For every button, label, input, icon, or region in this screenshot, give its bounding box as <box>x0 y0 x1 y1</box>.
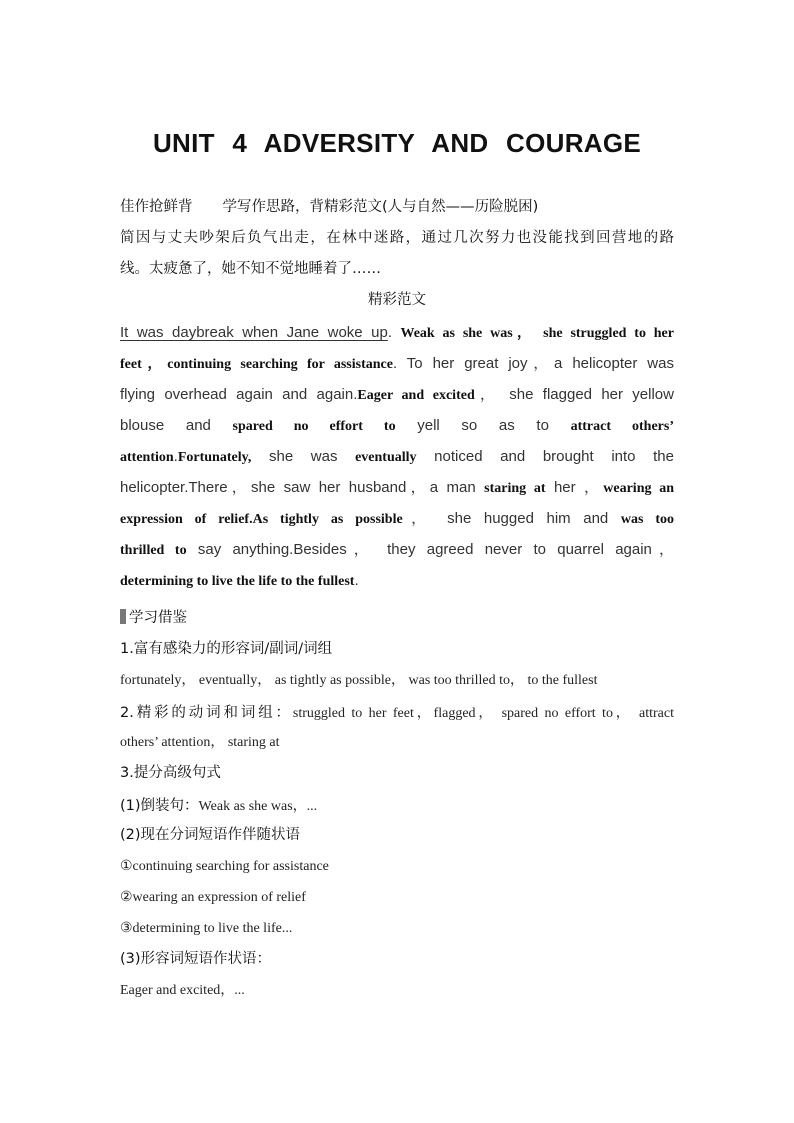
highlight-phrase: attract others’ <box>570 419 674 434</box>
study-subitem-label: (1)倒装句： <box>120 798 199 814</box>
study-item-content: struggled to her feet，flagged， spared no effort to， attract <box>292 706 674 721</box>
essay-text: her ， <box>545 479 604 496</box>
study-item-title: 1.富有感染力的形容词/副词/词组 <box>120 641 333 657</box>
essay-line <box>120 533 674 564</box>
essay-text: say anything.Besides， they agreed never to quarrel again， <box>186 541 674 558</box>
highlight-phrase: thrilled to <box>120 543 187 558</box>
study-item-label: 2.精彩的动词和词组： <box>120 705 293 721</box>
highlight-phrase: eventually <box>355 450 417 465</box>
study-item-title <box>120 696 674 727</box>
highlight-phrase: As tightly as possible <box>252 512 403 527</box>
intro-section <box>120 192 674 316</box>
essay-heading: 精彩范文 <box>368 292 426 308</box>
highlight-phrase: attention <box>120 450 174 465</box>
essay-line <box>120 378 674 409</box>
highlight-phrase: wearing an <box>603 481 674 496</box>
study-heading-text: 学习借鉴 <box>129 610 187 626</box>
highlight-phrase: determining to live the life to the fullest <box>120 574 355 589</box>
essay-line <box>120 347 674 378</box>
highlight-phrase: spared no effort to <box>232 419 396 434</box>
essay-line <box>120 471 674 502</box>
study-item-content: others’ attention， staring at <box>120 735 280 750</box>
model-essay <box>120 316 674 595</box>
intro-description: 学写作思路，背精彩范文(人与自然——历险脱困) <box>222 199 539 215</box>
highlight-phrase: expression of relief. <box>120 512 253 527</box>
highlight-phrase: Eager and excited <box>357 388 475 403</box>
intro-header <box>120 192 674 223</box>
essay-text: helicopter.There，she saw her husband，a man <box>120 479 485 496</box>
essay-text: flying overhead again and again. <box>120 386 358 403</box>
essay-text: she was <box>251 448 356 465</box>
highlight-phrase: Weak as she was， she struggled to her <box>400 326 674 341</box>
study-subitem-content: ③determining to live the life... <box>120 921 293 936</box>
essay-text: . <box>354 572 359 589</box>
highlight-phrase: feet，continuing searching for assistance <box>120 357 393 372</box>
highlight-phrase: staring at <box>484 481 546 496</box>
highlight-phrase: Fortunately, <box>177 450 252 465</box>
highlight-phrase: was too <box>620 512 674 527</box>
essay-text: ， she flagged her yellow <box>474 386 674 403</box>
essay-text: blouse and <box>120 417 233 434</box>
essay-text: noticed and brought into the <box>416 448 674 465</box>
intro-line: 线。太疲惫了，她不知不觉地睡着了…… <box>120 261 381 277</box>
study-subitem-content: Weak as she was，... <box>198 799 318 814</box>
study-item-content: fortunately， eventually， as tightly as possible， was too thrilled to， to the fullest <box>120 673 598 688</box>
essay-text: . <box>173 448 178 465</box>
essay-line <box>120 440 674 471</box>
essay-line <box>120 502 674 533</box>
underlined-phrase: It was daybreak when Jane woke up <box>120 324 388 341</box>
study-subitem-content: ①continuing searching for assistance <box>120 859 329 874</box>
essay-line <box>120 564 674 595</box>
intro-line: 简因与丈夫吵架后负气出走，在林中迷路，通过几次努力也没能找到回营地的路 <box>120 230 674 246</box>
essay-text: yell so as to <box>395 417 571 434</box>
intro-label: 佳作抢鲜背 <box>120 199 193 215</box>
study-subitem-content: ②wearing an expression of relief <box>120 890 306 905</box>
section-marker-icon <box>120 609 126 624</box>
study-item-title: 3.提分高级句式 <box>120 765 221 781</box>
unit-title: UNIT 4 ADVERSITY AND COURAGE <box>152 128 642 158</box>
study-heading <box>120 603 674 634</box>
essay-line <box>120 409 674 440</box>
study-subitem-label: (3)形容词短语作状语： <box>120 951 272 967</box>
essay-text: ， she hugged him and <box>402 510 621 527</box>
essay-line <box>120 316 674 347</box>
essay-text: . <box>387 324 401 341</box>
essay-text: . To her great joy，a helicopter was <box>392 355 674 372</box>
study-section <box>120 603 674 1006</box>
study-subitem-content: Eager and excited，... <box>120 983 245 998</box>
study-subitem-label: (2)现在分词短语作伴随状语 <box>120 827 301 843</box>
study-subitem <box>120 789 674 820</box>
